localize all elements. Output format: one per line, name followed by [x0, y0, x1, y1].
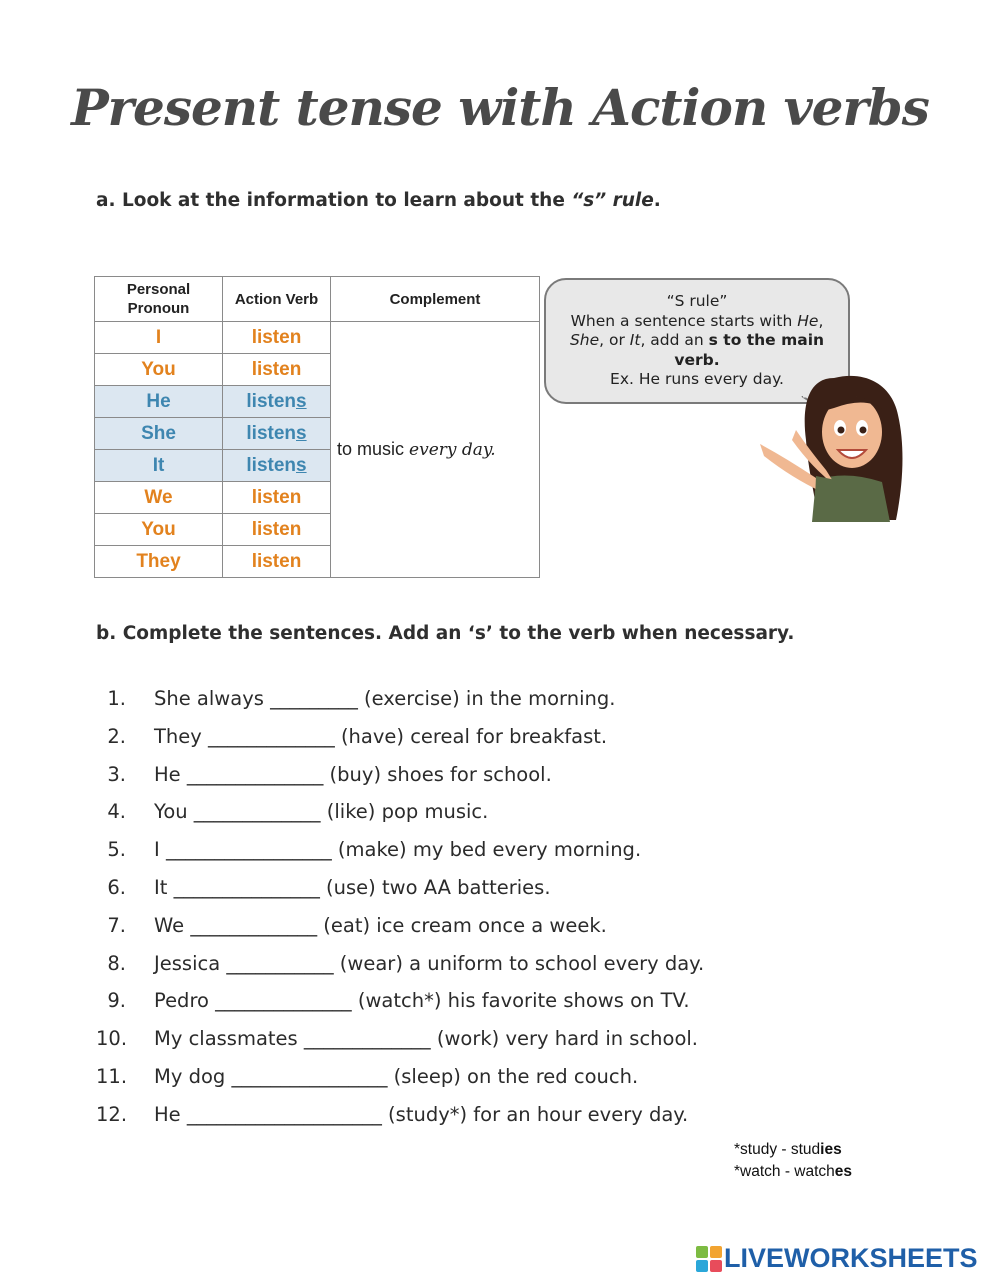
- exercise-item: [96, 763, 552, 786]
- section-a-instruction: [96, 190, 661, 211]
- verb-ending: s: [296, 422, 307, 444]
- bubble-heading: “S rule”: [666, 292, 728, 310]
- exercise-item: [96, 914, 607, 937]
- bubble-he: He: [797, 311, 819, 330]
- footnote-ending: es: [834, 1163, 853, 1180]
- section-b-instruction: b. Complete the sentences. Add an ‘s’ to the verb when necessary.: [96, 623, 795, 644]
- logo-wordmark: LIVEWORKSHEETS: [724, 1243, 978, 1273]
- complement-cell: [331, 322, 540, 578]
- verb-text: listen: [251, 486, 302, 508]
- bubble-text: ,: [818, 311, 824, 330]
- pronoun-cell: You: [95, 514, 223, 546]
- footnote-text: *study - stud: [734, 1141, 821, 1158]
- exercise-item: [96, 1065, 638, 1088]
- bubble-line-2: [546, 331, 848, 351]
- bubble-text: When a sentence starts with: [570, 311, 798, 330]
- exercise-number: 5.: [107, 838, 126, 861]
- exercise-number: 12.: [96, 1103, 128, 1126]
- page-title: Present tense with Action verbs: [71, 78, 929, 137]
- bubble-she: She: [569, 331, 600, 349]
- footnote-watch: [734, 1163, 852, 1181]
- exercise-text: Jessica ___________ (wear) a uniform to school every day.: [154, 952, 705, 975]
- liveworksheets-logo-icon: [696, 1246, 722, 1272]
- pronoun-cell: We: [95, 482, 223, 514]
- exercise-number: 2.: [107, 725, 126, 748]
- exercise-text: She always _________ (exercise) in the morning.: [154, 687, 616, 710]
- instruction-a-rule: “s” rule: [571, 190, 654, 211]
- bubble-it: It: [629, 331, 641, 349]
- exercise-text: I _________________ (make) my bed every morning.: [154, 838, 642, 861]
- exercise-number: 6.: [107, 876, 126, 899]
- exercise-item: [96, 1027, 698, 1050]
- verb-text: listen: [246, 390, 297, 412]
- liveworksheets-logo: [696, 1243, 978, 1274]
- exercise-item: [96, 838, 641, 861]
- verb-text: listen: [246, 454, 297, 476]
- verb-text: listen: [251, 358, 302, 380]
- verb-text: listen: [251, 326, 302, 348]
- exercise-item: [96, 989, 690, 1012]
- exercise-text: Pedro ______________ (watch*) his favorite shows on TV.: [154, 989, 690, 1012]
- verb-cell: [223, 450, 331, 482]
- table-header-row: [95, 277, 540, 322]
- bubble-text: , or: [599, 331, 630, 349]
- exercise-item: [96, 687, 615, 710]
- exercise-text: We _____________ (eat) ice cream once a week.: [154, 914, 607, 937]
- bubble-text: , add an: [640, 331, 709, 349]
- header-complement: Complement: [331, 277, 540, 322]
- exercise-item: [96, 725, 607, 748]
- exercise-text: My classmates _____________ (work) very hard in school.: [154, 1027, 699, 1050]
- footnote-ending: ies: [820, 1141, 842, 1158]
- bubble-bold: s to the main: [708, 331, 825, 349]
- verb-cell: [223, 418, 331, 450]
- complement-italic: every day.: [409, 440, 496, 460]
- pronoun-cell: I: [95, 322, 223, 354]
- header-verb: Action Verb: [223, 277, 331, 322]
- pronoun-cell: She: [95, 418, 223, 450]
- verb-cell: [223, 386, 331, 418]
- pronoun-cell: They: [95, 546, 223, 578]
- exercise-text: They _____________ (have) cereal for breakfast.: [154, 725, 608, 748]
- exercise-text: He ____________________ (study*) for an hour every day.: [154, 1103, 689, 1126]
- exercise-number: 3.: [107, 763, 126, 786]
- verb-cell: [223, 482, 331, 514]
- bubble-line-1: [546, 312, 848, 332]
- bubble-bold: verb.: [674, 350, 720, 369]
- verb-ending: s: [296, 390, 307, 412]
- verb-text: listen: [251, 550, 302, 572]
- exercise-item: [96, 800, 488, 823]
- verb-cell: [223, 546, 331, 578]
- exercise-number: 9.: [107, 989, 126, 1012]
- verb-cell: [223, 514, 331, 546]
- pronoun-cell: You: [95, 354, 223, 386]
- grammar-table: [94, 276, 540, 578]
- exercise-number: 11.: [96, 1065, 128, 1088]
- exercise-text: He ______________ (buy) shoes for school.: [154, 763, 552, 786]
- pronoun-cell: It: [95, 450, 223, 482]
- exercise-number: 1.: [107, 687, 126, 710]
- exercise-item: [96, 1103, 688, 1126]
- verb-cell: [223, 354, 331, 386]
- exercise-item: [96, 876, 551, 899]
- instruction-a-suffix: .: [653, 190, 661, 211]
- pronoun-cell: He: [95, 386, 223, 418]
- table-row: [95, 322, 540, 354]
- exercise-number: 4.: [107, 800, 126, 823]
- exercise-text: It _______________ (use) two AA batteries.: [154, 876, 551, 899]
- verb-ending: s: [296, 454, 307, 476]
- verb-text: listen: [251, 518, 302, 540]
- bubble-line-4: Ex. He runs every day.: [610, 370, 784, 388]
- exercise-text: My dog ________________ (sleep) on the red couch.: [154, 1065, 639, 1088]
- verb-text: listen: [246, 422, 297, 444]
- complement-plain: to music: [337, 439, 410, 459]
- teacher-avatar-illustration: [756, 360, 916, 525]
- exercise-number: 10.: [96, 1027, 128, 1050]
- header-pronoun: Personal Pronoun: [95, 277, 223, 322]
- exercise-number: 8.: [107, 952, 126, 975]
- footnote-text: *watch - watch: [734, 1163, 835, 1180]
- verb-cell: [223, 322, 331, 354]
- exercise-number: 7.: [107, 914, 126, 937]
- footnote-study: [734, 1141, 842, 1159]
- instruction-a-prefix: a. Look at the information to learn about the: [96, 190, 572, 211]
- exercise-item: [96, 952, 704, 975]
- exercise-text: You _____________ (like) pop music.: [154, 800, 489, 823]
